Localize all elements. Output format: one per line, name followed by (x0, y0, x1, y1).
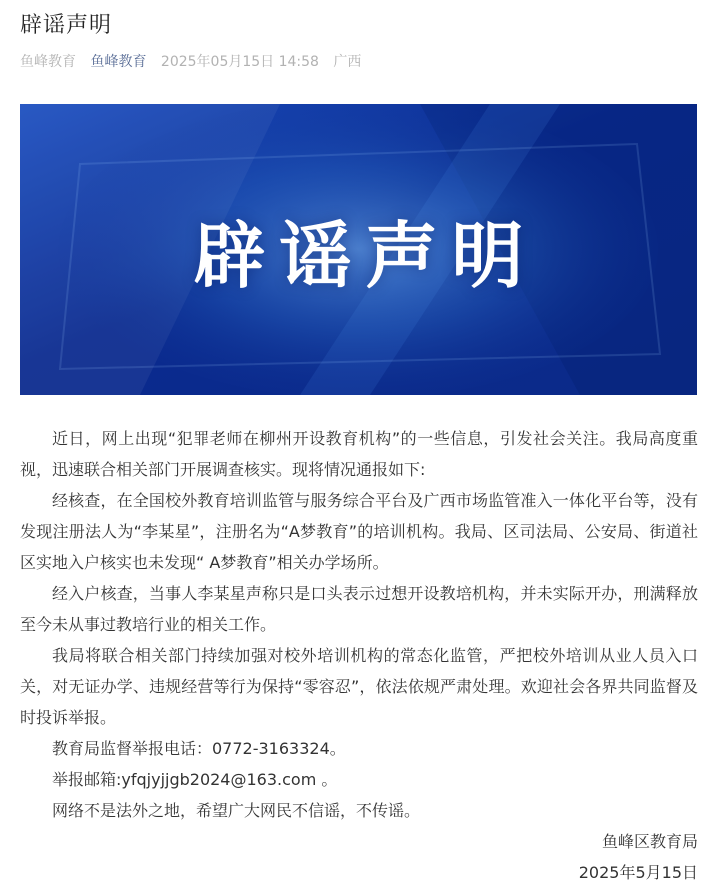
author-name: 鱼峰教育 (20, 54, 76, 70)
hotline-line: 教育局监督举报电话：0772-3163324。 (52, 739, 346, 758)
banner-image (20, 104, 697, 395)
signature: 鱼峰区教育局 (601, 832, 698, 851)
paragraph: 我局将联合相关部门持续加强对校外培训机构的常态化监管，严把校外培训从业人员入口关，对无证办学、违规经营等行为保持“零容忍”，依法依规严肃处理。欢迎社会各界共同监督及时投诉举报。 (20, 646, 698, 727)
email-line: 举报邮箱:yfqjyjjgb2024@163.com 。 (52, 770, 338, 789)
publish-datetime: 2025年05月15日 14:58 (160, 54, 319, 70)
article-title: 辟谣声明 (20, 13, 113, 38)
signature-date: 2025年5月15日 (578, 863, 698, 882)
publish-location: 广西 (333, 54, 362, 70)
paragraph: 近日，网上出现“犯罪老师在柳州开设教育机构”的一些信息，引发社会关注。我局高度重视，迅速联合相关部门开展调查核实。现将情况通报如下: (20, 429, 698, 479)
account-link[interactable]: 鱼峰教育 (90, 54, 147, 70)
paragraph: 经入户核查，当事人李某星声称只是口头表示过想开设教培机构，并未实际开办，刑满释放至今未从事过教培行业的相关工作。 (20, 584, 698, 634)
banner-title-text: 辟谣声明 (193, 212, 538, 298)
closing-line: 网络不是法外之地，希望广大网民不信谣，不传谣。 (52, 801, 421, 820)
article-body (20, 423, 698, 888)
paragraph: 经核查，在全国校外教育培训监管与服务综合平台及广西市场监管准入一体化平台等，没有发现注册法人为“李某星”，注册名为“A梦教育”的培训机构。我局、区司法局、公安局、街道社区实地入户核实也未发现“ A梦教育”相关办学场所。 (20, 491, 698, 572)
article-meta (20, 51, 371, 71)
